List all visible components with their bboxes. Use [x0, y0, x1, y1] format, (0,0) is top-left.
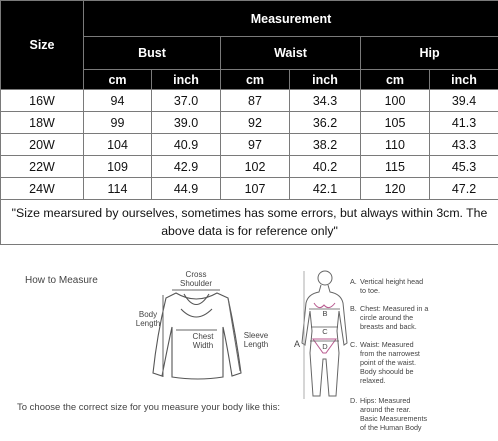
cross-shoulder-label: Shoulder	[179, 279, 213, 288]
table-cell: 105	[361, 112, 430, 134]
table-cell: 42.9	[152, 156, 221, 178]
bust-header: Bust	[84, 37, 221, 70]
legend-letter: A.	[350, 277, 357, 286]
table-cell: 100	[361, 90, 430, 112]
legend-line: relaxed.	[360, 376, 386, 385]
legend-line: circle around the	[360, 313, 414, 322]
table-row	[1, 156, 498, 178]
table-cell: 43.3	[430, 134, 498, 156]
table-cell: 39.4	[430, 90, 498, 112]
table-cell: 40.9	[152, 134, 221, 156]
marker-d: D	[322, 342, 328, 351]
marker-c: C	[322, 327, 328, 336]
table-cell: 34.3	[290, 90, 361, 112]
table-cell: 114	[84, 178, 152, 200]
legend-line: from the narrowest	[360, 349, 420, 358]
table-cell: 45.3	[430, 156, 498, 178]
legend-line: around the rear.	[360, 405, 411, 414]
legend-line: Hips: Measured	[360, 396, 411, 405]
size-cell: 20W	[1, 134, 84, 156]
waist-header: Waist	[221, 37, 361, 70]
marker-b: B	[322, 309, 328, 318]
table-cell: 38.2	[290, 134, 361, 156]
table-cell: 109	[84, 156, 152, 178]
table-cell: 99	[84, 112, 152, 134]
legend-line: Body shoould be	[360, 367, 414, 376]
size-header: Size	[1, 1, 84, 90]
table-cell: 40.2	[290, 156, 361, 178]
unit-header: cm	[361, 70, 430, 90]
table-cell: 44.9	[152, 178, 221, 200]
table-cell: 94	[84, 90, 152, 112]
hip-header: Hip	[361, 37, 498, 70]
table-row	[1, 112, 498, 134]
chest-width-label: Chest	[192, 332, 214, 341]
table-cell: 87	[221, 90, 290, 112]
legend-letter: B.	[350, 304, 357, 313]
unit-header: cm	[84, 70, 152, 90]
size-cell: 18W	[1, 112, 84, 134]
table-note: "Size mearsured by ourselves, sometimes has some errors, but always within 3cm. The above data is for reference only"	[1, 200, 498, 245]
body-length-label: Body	[138, 310, 158, 319]
table-cell: 42.1	[290, 178, 361, 200]
sleeve-length-label: Sleeve	[243, 331, 269, 340]
how-to-measure-title: How to Measure	[25, 275, 98, 286]
legend-line: of the Human Body	[360, 423, 422, 432]
table-row	[1, 90, 498, 112]
table-cell: 41.3	[430, 112, 498, 134]
legend-line: breasts and back.	[360, 322, 417, 331]
unit-header: cm	[221, 70, 290, 90]
table-cell: 39.0	[152, 112, 221, 134]
sleeve-length-label: Length	[243, 340, 269, 349]
legend-line: Vertical height head	[360, 277, 424, 286]
table-row	[1, 134, 498, 156]
legend	[350, 277, 428, 432]
table-cell: 102	[221, 156, 290, 178]
how-to-measure-diagram	[0, 265, 498, 441]
body-length-label: Length	[135, 319, 161, 328]
legend-letter: D.	[350, 396, 358, 405]
chest-width-label: Width	[192, 341, 214, 350]
table-cell: 104	[84, 134, 152, 156]
measurement-header: Measurement	[84, 1, 498, 37]
cross-shoulder-label: Cross	[185, 270, 207, 279]
unit-header: inch	[152, 70, 221, 90]
choose-size-text: To choose the correct size for you measure your body like this:	[17, 402, 280, 413]
legend-line: to toe.	[360, 286, 380, 295]
size-cell: 24W	[1, 178, 84, 200]
legend-line: point of the waist.	[360, 358, 416, 367]
size-cell: 16W	[1, 90, 84, 112]
table-cell: 37.0	[152, 90, 221, 112]
table-row	[1, 178, 498, 200]
unit-header: inch	[290, 70, 361, 90]
table-cell: 110	[361, 134, 430, 156]
table-cell: 115	[361, 156, 430, 178]
table-cell: 97	[221, 134, 290, 156]
size-cell: 22W	[1, 156, 84, 178]
table-cell: 107	[221, 178, 290, 200]
legend-line: Basic Measurements	[360, 414, 428, 423]
marker-a: A	[293, 339, 300, 349]
table-cell: 92	[221, 112, 290, 134]
legend-line: Chest: Measured in a	[360, 304, 429, 313]
unit-header: inch	[430, 70, 498, 90]
table-cell: 36.2	[290, 112, 361, 134]
table-cell: 120	[361, 178, 430, 200]
legend-line: Waist: Measured	[360, 340, 414, 349]
legend-letter: C.	[350, 340, 358, 349]
table-cell: 47.2	[430, 178, 498, 200]
